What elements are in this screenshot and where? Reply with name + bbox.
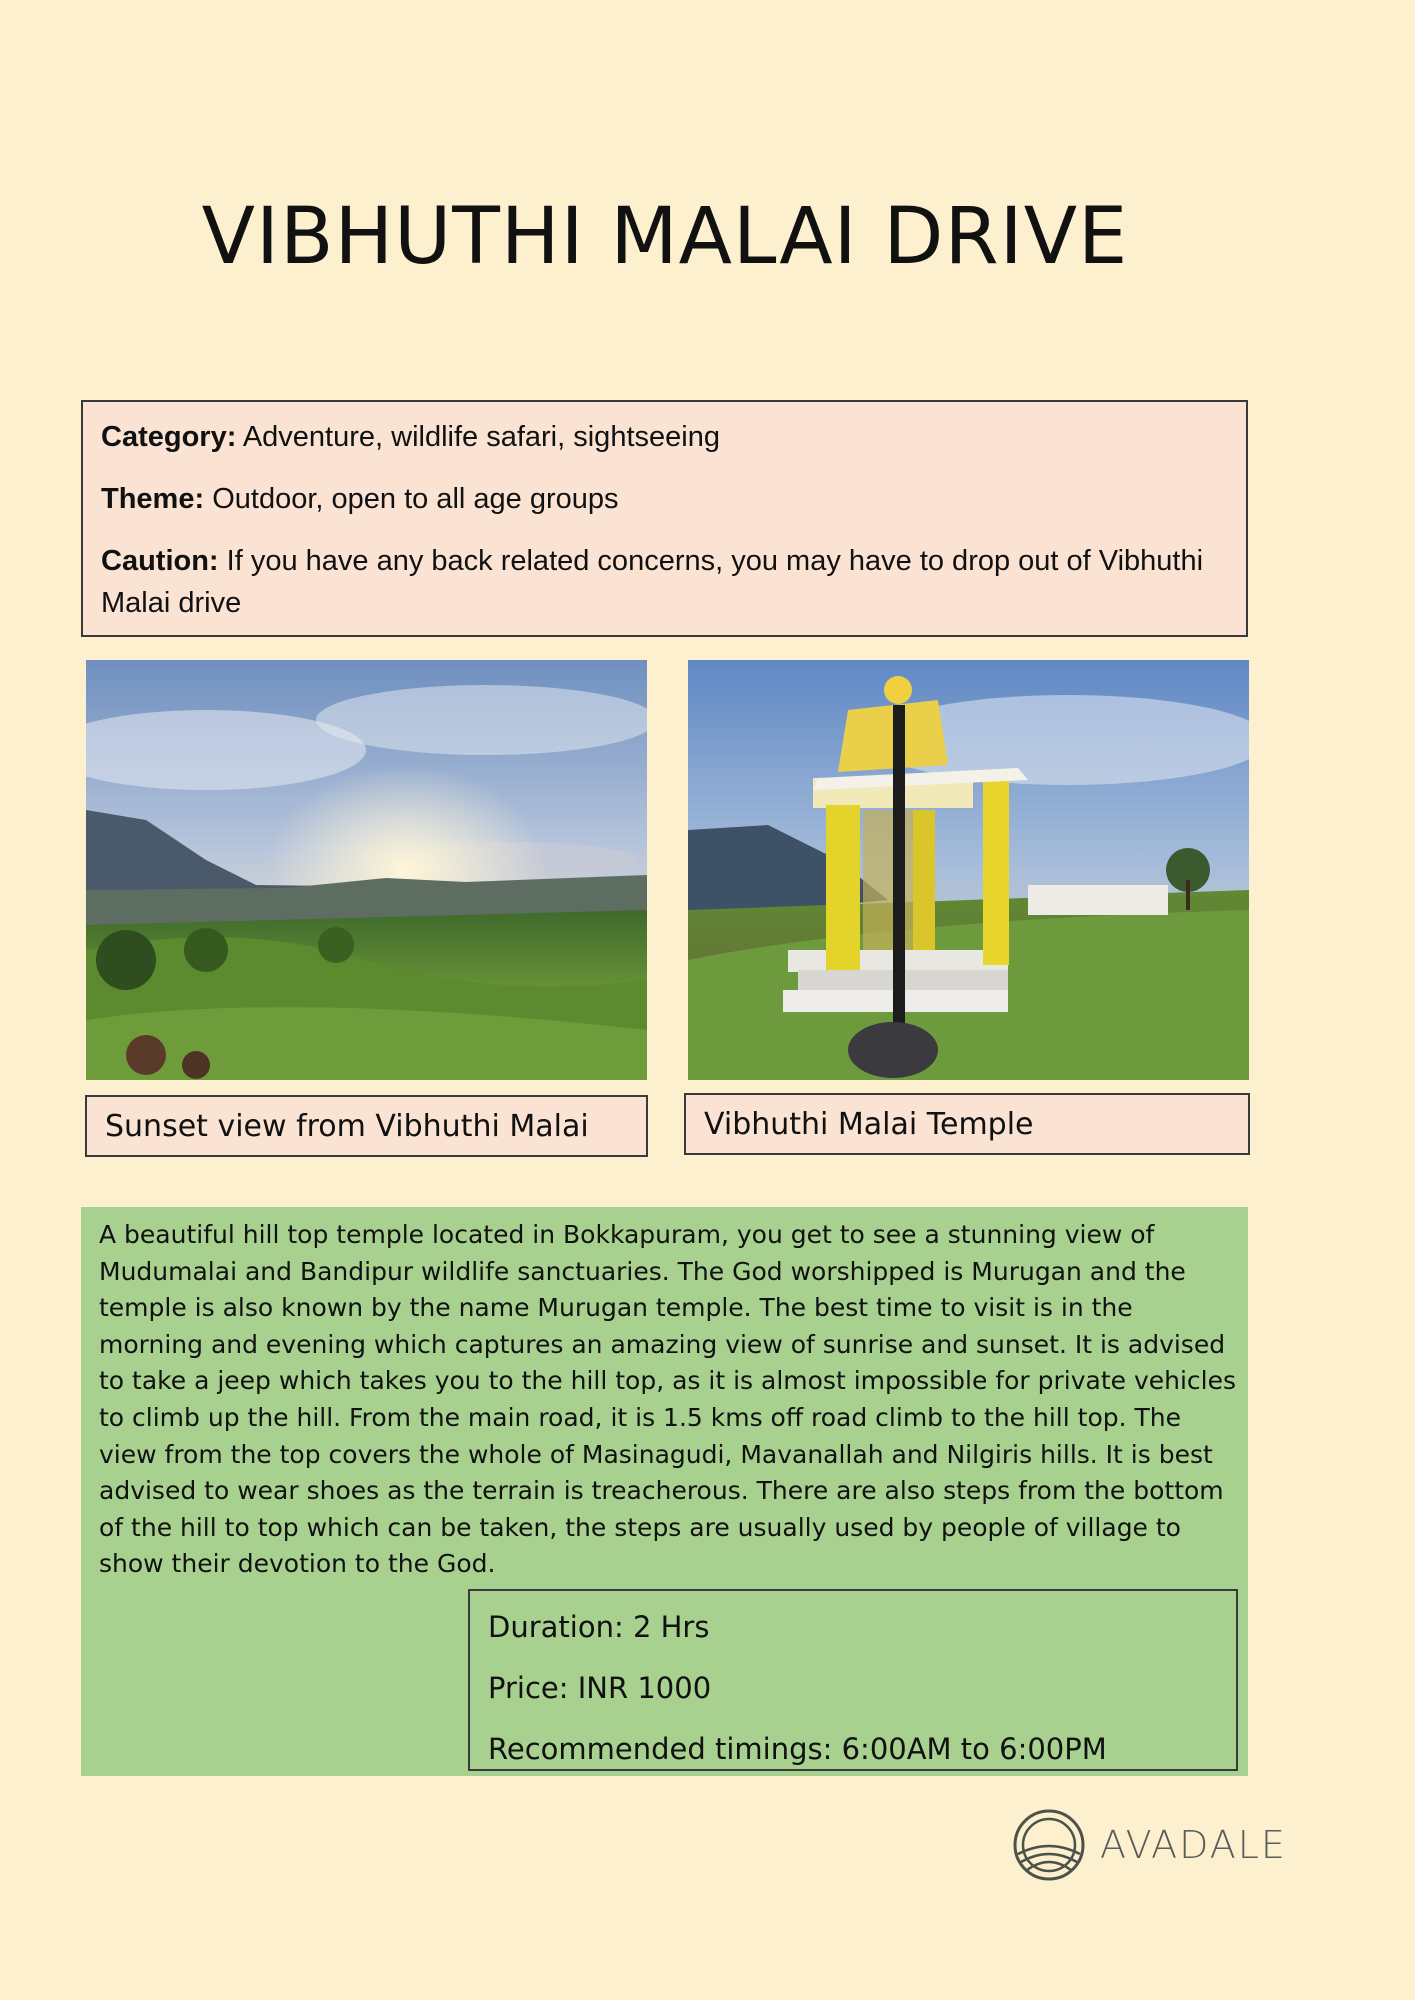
category-label: Category: <box>101 421 237 453</box>
details-box <box>468 1589 1238 1771</box>
theme-label: Theme: <box>101 483 205 515</box>
description-panel <box>81 1207 1248 1776</box>
caution-line <box>101 540 1228 624</box>
temple-photo <box>688 660 1249 1080</box>
sunset-photo <box>86 660 647 1080</box>
category-value: Adventure, wildlife safari, sightseeing <box>236 421 720 453</box>
page-title: VIBHUTHI MALAI DRIVE <box>201 192 1129 282</box>
sunset-caption: Sunset view from Vibhuthi Malai <box>85 1095 648 1157</box>
temple-caption: Vibhuthi Malai Temple <box>684 1093 1250 1155</box>
caution-value: If you have any back related concerns, you may have to drop out of Vibhuthi Malai drive <box>101 545 1204 619</box>
theme-line <box>101 478 1228 520</box>
avadale-logo-icon <box>1012 1808 1086 1882</box>
brand-logo <box>1012 1808 1287 1882</box>
timings-text: Recommended timings: 6:00AM to 6:00PM <box>488 1732 1107 1766</box>
price-text: Price: INR 1000 <box>488 1671 712 1705</box>
theme-value: Outdoor, open to all age groups <box>204 483 619 515</box>
brand-name: AVADALE <box>1100 1823 1287 1867</box>
category-line <box>101 416 1228 458</box>
description-text: A beautiful hill top temple located in Bokkapuram, you get to see a stunning view of Mudumalai and Bandipur wildlife sanctuaries. The God worshipped is Murugan and the temple is also known by the name Murugan temple. The best time to visit is in the morning and evening which captures an amazing view of sunrise and sunset. It is advised to take a jeep which takes you to the hill top, as it is almost impossible for private vehicles to climb up the hill. From the main road, it is 1.5 kms off road climb to the hill top. The view from the top covers the whole of Masinagudi, Mavanallah and Nilgiris hills. It is best advised to wear shoes as the terrain is treacherous. There are also steps from the bottom of the hill to top which can be taken, the steps are usually used by people of village to show their devotion to the God. <box>99 1220 1237 1579</box>
duration-text: Duration: 2 Hrs <box>488 1610 710 1644</box>
info-box <box>81 400 1248 637</box>
caution-label: Caution: <box>101 545 219 577</box>
